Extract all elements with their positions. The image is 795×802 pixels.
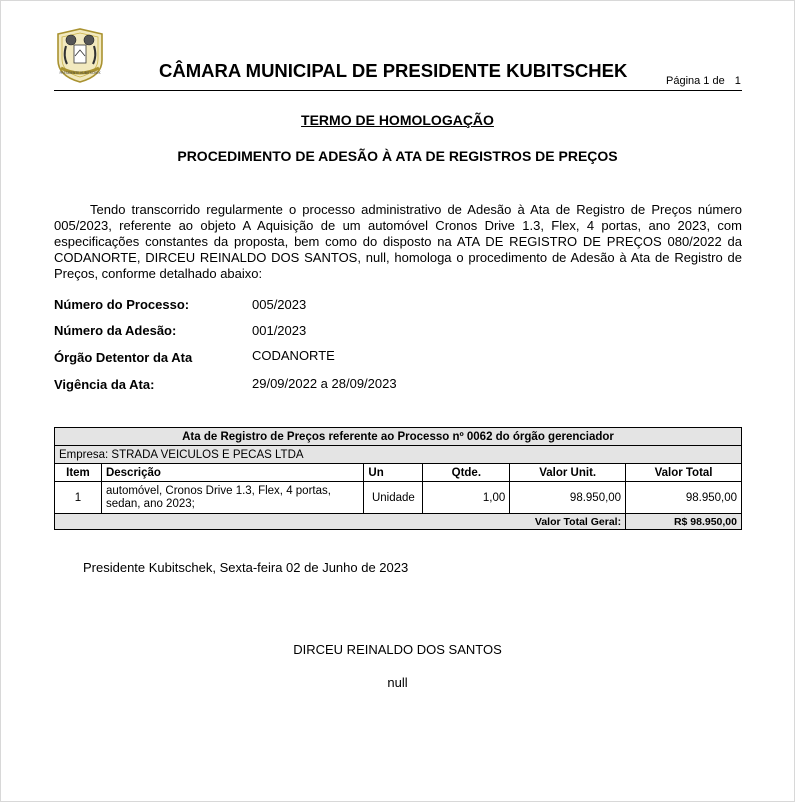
header-divider [54,90,742,91]
col-header-descricao: Descrição [101,464,363,482]
field-label-processo: Número do Processo: [54,297,190,312]
col-header-item: Item [55,464,102,482]
page-label: Página 1 de [666,75,725,87]
signer-name: DIRCEU REINALDO DOS SANTOS [293,642,502,657]
header-title: CÂMARA MUNICIPAL DE PRESIDENTE KUBITSCHEK [159,60,628,81]
total-label: Valor Total Geral: [55,514,626,530]
field-value-vigencia: 29/09/2022 a 28/09/2023 [252,376,397,391]
table-title: Ata de Registro de Preços referente ao Processo nº 0062 do órgão gerenciador [55,428,742,446]
col-header-valor-total: Valor Total [626,464,742,482]
page-total: 1 [734,75,741,87]
page-indicator [666,75,741,87]
empresa-row [55,446,742,464]
field-label-orgao: Órgão Detentor da Ata [54,350,193,365]
field-value-orgao: CODANORTE [252,348,335,363]
cell-valor-total: 98.950,00 [626,482,742,514]
total-value: R$ 98.950,00 [626,514,742,530]
cell-qtde: 1,00 [423,482,510,514]
cell-un: Unidade [364,482,423,514]
table-title-row [55,428,742,446]
field-label-adesao: Número da Adesão: [54,323,177,338]
field-value-processo: 005/2023 [252,297,307,312]
municipal-seal-icon [53,26,107,84]
col-header-qtde: Qtde. [423,464,510,482]
cell-valor-unit: 98.950,00 [510,482,626,514]
place-date: Presidente Kubitschek, Sexta-feira 02 de Junho de 2023 [83,560,409,575]
empresa-name: Empresa: STRADA VEICULOS E PECAS LTDA [55,446,742,464]
ata-table [54,427,742,530]
col-header-un: Un [364,464,423,482]
cell-item: 1 [55,482,102,514]
field-label-vigencia: Vigência da Ata: [54,377,155,392]
signer-role: null [387,675,408,690]
procedure-title: PROCEDIMENTO DE ADESÃO À ATA DE REGISTROS DE PREÇOS [177,148,618,164]
col-header-valor-unit: Valor Unit. [510,464,626,482]
body-paragraph: Tendo transcorrido regularmente o processo administrativo de Adesão à Ata de Registro de Preços número 005/2023, referente ao objeto A Aquisição de um automóvel Cronos Drive 1.3, Flex, 4 portas, ano 2023, com especificações constantes da proposta, bem como do disposto na ATA DE REGISTRO DE PREÇOS 080/2022 da CODANORTE, DIRCEU REINALDO DOS SANTOS, null, homologa o procedimento de Adesão à Ata de Registro de Preços, conforme detalhado abaixo: [54,202,742,281]
total-row [55,514,742,530]
cell-descricao: automóvel, Cronos Drive 1.3, Flex, 4 portas, sedan, ano 2023; [101,482,363,514]
table-header-row [55,464,742,482]
field-value-adesao: 001/2023 [252,323,307,338]
term-title: TERMO DE HOMOLOGAÇÃO [301,112,494,128]
table-row [55,482,742,514]
svg-text:PRESIDENTE KUBITSCHEK: PRESIDENTE KUBITSCHEK [59,71,101,75]
